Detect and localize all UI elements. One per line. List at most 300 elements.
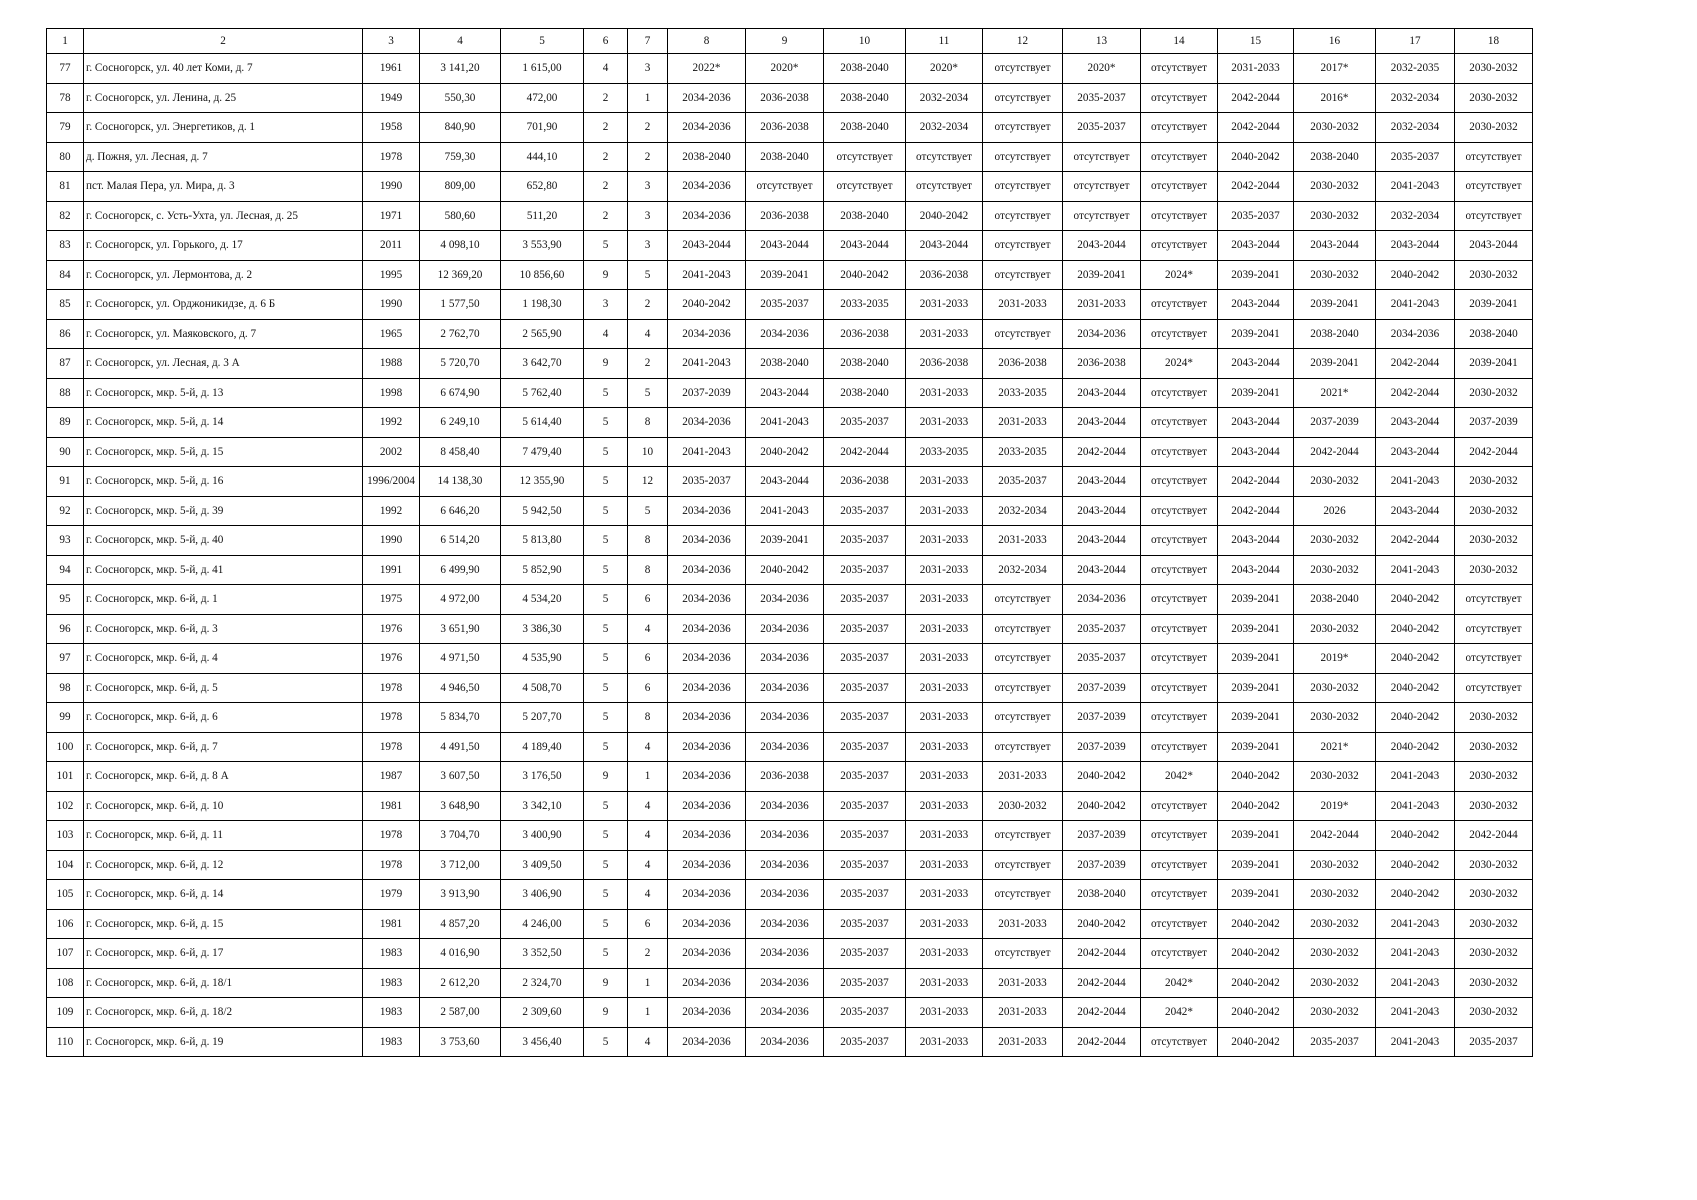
table-row: [47, 83, 1533, 113]
table-cell: отсутствует: [1141, 614, 1218, 644]
table-header: [47, 29, 1533, 54]
table-cell: 2041-2043: [1376, 555, 1455, 585]
table-cell: 5: [584, 939, 628, 969]
table-cell: 2002: [363, 437, 420, 467]
table-cell: 2032-2034: [983, 496, 1063, 526]
table-cell: отсутствует: [1141, 909, 1218, 939]
table-cell: 2034-2036: [668, 673, 746, 703]
table-cell: 1: [628, 762, 668, 792]
address-cell: г. Сосногорск, мкр. 6-й, д. 19: [84, 1027, 363, 1057]
table-cell: 2: [628, 142, 668, 172]
table-cell: 2036-2038: [746, 201, 824, 231]
table-cell: 2030-2032: [1455, 791, 1533, 821]
column-number-header: 1: [47, 29, 84, 54]
column-number-row: [47, 29, 1533, 54]
table-cell: 4: [584, 54, 628, 84]
table-cell: 2031-2033: [906, 644, 983, 674]
table-cell: отсутствует: [983, 585, 1063, 615]
address-cell: г. Сосногорск, мкр. 5-й, д. 14: [84, 408, 363, 438]
table-row: [47, 939, 1533, 969]
table-cell: 2034-2036: [668, 1027, 746, 1057]
table-cell: отсутствует: [824, 172, 906, 202]
table-cell: 2036-2038: [746, 83, 824, 113]
table-row: [47, 644, 1533, 674]
table-cell: отсутствует: [983, 703, 1063, 733]
table-cell: отсутствует: [1455, 142, 1533, 172]
table-cell: 2: [584, 83, 628, 113]
table-cell: 2034-2036: [668, 732, 746, 762]
table-cell: 3: [584, 290, 628, 320]
table-cell: 2040-2042: [1063, 762, 1141, 792]
table-cell: 2031-2033: [906, 319, 983, 349]
table-cell: 2039-2041: [1218, 260, 1294, 290]
table-cell: 4 016,90: [420, 939, 501, 969]
table-cell: 3: [628, 231, 668, 261]
table-cell: 701,90: [501, 113, 584, 143]
table-cell: 2038-2040: [824, 378, 906, 408]
table-cell: 2036-2038: [906, 349, 983, 379]
table-cell: отсутствует: [1141, 850, 1218, 880]
table-cell: 2041-2043: [1376, 968, 1455, 998]
table-cell: 2033-2035: [824, 290, 906, 320]
table-cell: 2034-2036: [668, 939, 746, 969]
table-cell: 5: [584, 673, 628, 703]
table-cell: отсутствует: [1141, 703, 1218, 733]
table-cell: 2040-2042: [824, 260, 906, 290]
table-cell: 2031-2033: [906, 1027, 983, 1057]
table-cell: отсутствует: [1141, 880, 1218, 910]
table-row: [47, 850, 1533, 880]
table-cell: 4 508,70: [501, 673, 584, 703]
table-cell: 2035-2037: [824, 850, 906, 880]
table-cell: отсутствует: [983, 83, 1063, 113]
table-cell: 2039-2041: [1294, 349, 1376, 379]
table-cell: 5: [584, 231, 628, 261]
table-cell: 9: [584, 349, 628, 379]
table-cell: 8 458,40: [420, 437, 501, 467]
table-cell: 2043-2044: [1063, 496, 1141, 526]
table-cell: отсутствует: [1141, 83, 1218, 113]
table-cell: 1978: [363, 142, 420, 172]
table-cell: отсутствует: [983, 732, 1063, 762]
table-cell: 2042-2044: [1376, 526, 1455, 556]
table-cell: 1990: [363, 290, 420, 320]
table-cell: 2037-2039: [1063, 673, 1141, 703]
column-number-header: 2: [84, 29, 363, 54]
table-cell: 4: [628, 614, 668, 644]
table-cell: 2031-2033: [906, 467, 983, 497]
table-cell: 2035-2037: [1455, 1027, 1533, 1057]
table-cell: 2030-2032: [1455, 496, 1533, 526]
table-cell: 3 553,90: [501, 231, 584, 261]
table-cell: 2031-2033: [906, 614, 983, 644]
table-cell: 2034-2036: [746, 909, 824, 939]
table-cell: 2: [584, 172, 628, 202]
column-number-header: 7: [628, 29, 668, 54]
table-cell: 1978: [363, 821, 420, 851]
table-cell: 1: [628, 998, 668, 1028]
table-cell: 2042-2044: [1376, 378, 1455, 408]
table-cell: 2030-2032: [1294, 673, 1376, 703]
table-cell: 2031-2033: [906, 968, 983, 998]
address-cell: г. Сосногорск, ул. Горького, д. 17: [84, 231, 363, 261]
table-cell: 1998: [363, 378, 420, 408]
row-number-cell: 85: [47, 290, 84, 320]
table-cell: 2040-2042: [906, 201, 983, 231]
table-cell: 2039-2041: [746, 260, 824, 290]
table-cell: 1978: [363, 673, 420, 703]
row-number-cell: 109: [47, 998, 84, 1028]
table-cell: 2037-2039: [1063, 703, 1141, 733]
table-cell: 2030-2032: [1294, 526, 1376, 556]
table-cell: 3 400,90: [501, 821, 584, 851]
table-cell: 2031-2033: [906, 290, 983, 320]
table-cell: 580,60: [420, 201, 501, 231]
table-cell: 2041-2043: [746, 408, 824, 438]
table-cell: 2043-2044: [1218, 290, 1294, 320]
table-cell: 2041-2043: [668, 437, 746, 467]
table-cell: 4 491,50: [420, 732, 501, 762]
table-cell: 2 612,20: [420, 968, 501, 998]
table-cell: 1981: [363, 909, 420, 939]
table-cell: 2035-2037: [824, 998, 906, 1028]
address-cell: г. Сосногорск, с. Усть-Ухта, ул. Лесная, д. 25: [84, 201, 363, 231]
address-cell: г. Сосногорск, мкр. 6-й, д. 8 А: [84, 762, 363, 792]
table-cell: 1983: [363, 998, 420, 1028]
table-cell: 2040-2042: [1376, 821, 1455, 851]
table-cell: 2031-2033: [983, 408, 1063, 438]
table-cell: 3 176,50: [501, 762, 584, 792]
table-cell: 2030-2032: [1455, 909, 1533, 939]
table-cell: 2034-2036: [746, 939, 824, 969]
table-cell: 5: [628, 496, 668, 526]
table-cell: 2030-2032: [1294, 467, 1376, 497]
table-row: [47, 113, 1533, 143]
table-cell: 2039-2041: [1455, 290, 1533, 320]
table-cell: 8: [628, 555, 668, 585]
table-cell: 5 834,70: [420, 703, 501, 733]
table-cell: 2034-2036: [1063, 319, 1141, 349]
table-cell: отсутствует: [983, 614, 1063, 644]
table-cell: 2039-2041: [1294, 290, 1376, 320]
table-cell: отсутствует: [1141, 231, 1218, 261]
address-cell: г. Сосногорск, мкр. 5-й, д. 13: [84, 378, 363, 408]
table-cell: 1992: [363, 408, 420, 438]
table-cell: 2035-2037: [746, 290, 824, 320]
table-cell: 2042-2044: [824, 437, 906, 467]
table-cell: 2040-2042: [1218, 909, 1294, 939]
table-cell: 511,20: [501, 201, 584, 231]
table-cell: 2038-2040: [1294, 585, 1376, 615]
table-cell: 2035-2037: [824, 703, 906, 733]
table-cell: 2043-2044: [906, 231, 983, 261]
table-cell: 2034-2036: [1063, 585, 1141, 615]
table-cell: 444,10: [501, 142, 584, 172]
table-cell: 5: [584, 791, 628, 821]
table-cell: отсутствует: [1455, 585, 1533, 615]
table-cell: 2039-2041: [1218, 850, 1294, 880]
table-cell: 5: [584, 644, 628, 674]
table-cell: 1992: [363, 496, 420, 526]
table-cell: 2: [628, 939, 668, 969]
table-cell: 2035-2037: [1218, 201, 1294, 231]
table-cell: 2042-2044: [1218, 172, 1294, 202]
table-cell: 2030-2032: [1294, 939, 1376, 969]
table-cell: 2034-2036: [668, 762, 746, 792]
table-row: [47, 732, 1533, 762]
table-cell: 2037-2039: [1294, 408, 1376, 438]
table-cell: 2035-2037: [1063, 83, 1141, 113]
table-cell: 1978: [363, 850, 420, 880]
table-row: [47, 142, 1533, 172]
table-cell: 1983: [363, 939, 420, 969]
table-cell: 6: [628, 673, 668, 703]
address-cell: г. Сосногорск, мкр. 6-й, д. 17: [84, 939, 363, 969]
table-cell: отсутствует: [1141, 201, 1218, 231]
table-cell: 8: [628, 408, 668, 438]
table-cell: 2039-2041: [1218, 732, 1294, 762]
table-cell: 1965: [363, 319, 420, 349]
table-cell: 2035-2037: [824, 496, 906, 526]
table-cell: 14 138,30: [420, 467, 501, 497]
table-cell: 2: [628, 349, 668, 379]
table-cell: 2041-2043: [746, 496, 824, 526]
table-cell: отсутствует: [906, 142, 983, 172]
row-number-cell: 93: [47, 526, 84, 556]
row-number-cell: 79: [47, 113, 84, 143]
table-cell: 2035-2037: [824, 408, 906, 438]
row-number-cell: 106: [47, 909, 84, 939]
table-cell: 3 704,70: [420, 821, 501, 851]
table-cell: 2034-2036: [668, 850, 746, 880]
table-cell: 2041-2043: [668, 260, 746, 290]
table-cell: отсутствует: [1141, 319, 1218, 349]
table-cell: 1987: [363, 762, 420, 792]
table-cell: 1 577,50: [420, 290, 501, 320]
row-number-cell: 97: [47, 644, 84, 674]
table-cell: 2034-2036: [668, 83, 746, 113]
table-cell: отсутствует: [983, 821, 1063, 851]
table-cell: 2041-2043: [1376, 172, 1455, 202]
table-cell: 2020*: [746, 54, 824, 84]
table-cell: отсутствует: [1141, 142, 1218, 172]
table-cell: отсутствует: [824, 142, 906, 172]
table-cell: 2038-2040: [746, 349, 824, 379]
table-cell: 2034-2036: [746, 850, 824, 880]
address-cell: г. Сосногорск, мкр. 6-й, д. 10: [84, 791, 363, 821]
table-cell: 2032-2034: [1376, 83, 1455, 113]
table-cell: 2035-2037: [824, 1027, 906, 1057]
table-cell: 2 762,70: [420, 319, 501, 349]
table-cell: 2033-2035: [983, 378, 1063, 408]
table-cell: 2030-2032: [1294, 201, 1376, 231]
table-cell: 2031-2033: [906, 939, 983, 969]
address-cell: г. Сосногорск, ул. Лермонтова, д. 2: [84, 260, 363, 290]
row-number-cell: 101: [47, 762, 84, 792]
table-cell: 2039-2041: [1218, 319, 1294, 349]
table-cell: 2011: [363, 231, 420, 261]
table-cell: 2034-2036: [668, 998, 746, 1028]
table-cell: 3 913,90: [420, 880, 501, 910]
table-cell: 2032-2034: [983, 555, 1063, 585]
table-cell: 2043-2044: [746, 467, 824, 497]
table-cell: 2038-2040: [824, 113, 906, 143]
table-row: [47, 585, 1533, 615]
table-cell: отсутствует: [1141, 673, 1218, 703]
table-cell: 9: [584, 998, 628, 1028]
table-cell: 2042-2044: [1063, 939, 1141, 969]
table-cell: 2020*: [906, 54, 983, 84]
address-cell: г. Сосногорск, мкр. 6-й, д. 12: [84, 850, 363, 880]
table-cell: 2038-2040: [1294, 319, 1376, 349]
table-cell: отсутствует: [983, 54, 1063, 84]
table-cell: 2041-2043: [1376, 467, 1455, 497]
table-cell: отсутствует: [1455, 673, 1533, 703]
address-cell: г. Сосногорск, мкр. 6-й, д. 6: [84, 703, 363, 733]
table-cell: отсутствует: [1141, 437, 1218, 467]
table-cell: 2031-2033: [983, 998, 1063, 1028]
table-cell: 2031-2033: [906, 762, 983, 792]
table-cell: 2040-2042: [1376, 850, 1455, 880]
table-cell: 2 565,90: [501, 319, 584, 349]
table-cell: 2043-2044: [1218, 555, 1294, 585]
table-cell: 2031-2033: [983, 526, 1063, 556]
table-row: [47, 791, 1533, 821]
table-row: [47, 408, 1533, 438]
row-number-cell: 105: [47, 880, 84, 910]
table-cell: 5 720,70: [420, 349, 501, 379]
table-cell: 2041-2043: [668, 349, 746, 379]
table-cell: 5 813,80: [501, 526, 584, 556]
table-cell: 6 514,20: [420, 526, 501, 556]
table-cell: 5 942,50: [501, 496, 584, 526]
row-number-cell: 90: [47, 437, 84, 467]
table-cell: 2042-2044: [1376, 349, 1455, 379]
table-cell: 2035-2037: [1376, 142, 1455, 172]
table-cell: 8: [628, 526, 668, 556]
table-cell: 2 324,70: [501, 968, 584, 998]
table-cell: 2030-2032: [1455, 83, 1533, 113]
table-cell: 1976: [363, 614, 420, 644]
table-cell: 2035-2037: [824, 762, 906, 792]
table-cell: 1961: [363, 54, 420, 84]
table-cell: отсутствует: [1141, 467, 1218, 497]
column-number-header: 16: [1294, 29, 1376, 54]
table-cell: 1981: [363, 791, 420, 821]
column-number-header: 6: [584, 29, 628, 54]
table-cell: 2035-2037: [824, 644, 906, 674]
table-cell: 2042-2044: [1294, 821, 1376, 851]
table-row: [47, 998, 1533, 1028]
table-cell: 2031-2033: [906, 703, 983, 733]
address-cell: г. Сосногорск, мкр. 6-й, д. 15: [84, 909, 363, 939]
table-cell: 2042-2044: [1218, 496, 1294, 526]
table-cell: 2030-2032: [1455, 998, 1533, 1028]
table-cell: 472,00: [501, 83, 584, 113]
table-cell: 2030-2032: [1455, 467, 1533, 497]
table-cell: 2034-2036: [746, 880, 824, 910]
table-cell: 2036-2038: [824, 467, 906, 497]
table-cell: 5: [584, 821, 628, 851]
address-cell: г. Сосногорск, ул. Маяковского, д. 7: [84, 319, 363, 349]
table-cell: 3 712,00: [420, 850, 501, 880]
table-cell: 2034-2036: [668, 113, 746, 143]
table-cell: 2035-2037: [824, 614, 906, 644]
table-cell: 2041-2043: [1376, 998, 1455, 1028]
table-cell: отсутствует: [983, 142, 1063, 172]
table-cell: 6: [628, 909, 668, 939]
table-cell: отсутствует: [983, 880, 1063, 910]
table-cell: 2043-2044: [1063, 378, 1141, 408]
table-cell: 2039-2041: [1218, 703, 1294, 733]
table-cell: 2038-2040: [746, 142, 824, 172]
table-cell: 2034-2036: [746, 644, 824, 674]
table-cell: 2042-2044: [1218, 113, 1294, 143]
table-cell: отсутствует: [1063, 201, 1141, 231]
table-cell: 1983: [363, 968, 420, 998]
table-cell: 3 607,50: [420, 762, 501, 792]
table-cell: отсутствует: [1141, 172, 1218, 202]
table-cell: 5: [584, 467, 628, 497]
column-number-header: 12: [983, 29, 1063, 54]
table-cell: 2: [584, 113, 628, 143]
table-cell: 2043-2044: [1063, 467, 1141, 497]
table-cell: 2034-2036: [746, 732, 824, 762]
table-cell: 2040-2042: [1376, 673, 1455, 703]
table-cell: 3: [628, 201, 668, 231]
table-cell: 1971: [363, 201, 420, 231]
table-cell: 2031-2033: [906, 378, 983, 408]
table-cell: 2031-2033: [906, 850, 983, 880]
table-cell: отсутствует: [983, 113, 1063, 143]
table-cell: 2034-2036: [668, 201, 746, 231]
table-cell: 1958: [363, 113, 420, 143]
table-cell: отсутствует: [983, 260, 1063, 290]
table-cell: 5: [584, 526, 628, 556]
table-cell: 2035-2037: [824, 939, 906, 969]
row-number-cell: 89: [47, 408, 84, 438]
table-cell: 1978: [363, 732, 420, 762]
table-cell: 2034-2036: [668, 880, 746, 910]
row-number-cell: 110: [47, 1027, 84, 1057]
table-cell: отсутствует: [746, 172, 824, 202]
table-cell: 2035-2037: [1063, 113, 1141, 143]
table-cell: 2035-2037: [824, 821, 906, 851]
table-cell: отсутствует: [1141, 555, 1218, 585]
table-cell: 2030-2032: [1294, 172, 1376, 202]
table-cell: отсутствует: [1141, 54, 1218, 84]
table-cell: 2 309,60: [501, 998, 584, 1028]
table-cell: 2030-2032: [1455, 54, 1533, 84]
table-cell: 2034-2036: [746, 703, 824, 733]
table-cell: 9: [584, 260, 628, 290]
table-cell: 5: [584, 850, 628, 880]
address-cell: г. Сосногорск, мкр. 6-й, д. 4: [84, 644, 363, 674]
row-number-cell: 99: [47, 703, 84, 733]
table-cell: 2034-2036: [668, 585, 746, 615]
table-cell: 2034-2036: [668, 703, 746, 733]
table-cell: 2030-2032: [1294, 260, 1376, 290]
table-cell: 2040-2042: [1218, 791, 1294, 821]
table-cell: 2017*: [1294, 54, 1376, 84]
address-cell: пст. Малая Пера, ул. Мира, д. 3: [84, 172, 363, 202]
table-cell: 2030-2032: [1294, 614, 1376, 644]
table-cell: 2042-2044: [1218, 83, 1294, 113]
table-cell: отсутствует: [983, 644, 1063, 674]
row-number-cell: 82: [47, 201, 84, 231]
table-cell: 2043-2044: [1218, 349, 1294, 379]
address-cell: г. Сосногорск, мкр. 5-й, д. 15: [84, 437, 363, 467]
